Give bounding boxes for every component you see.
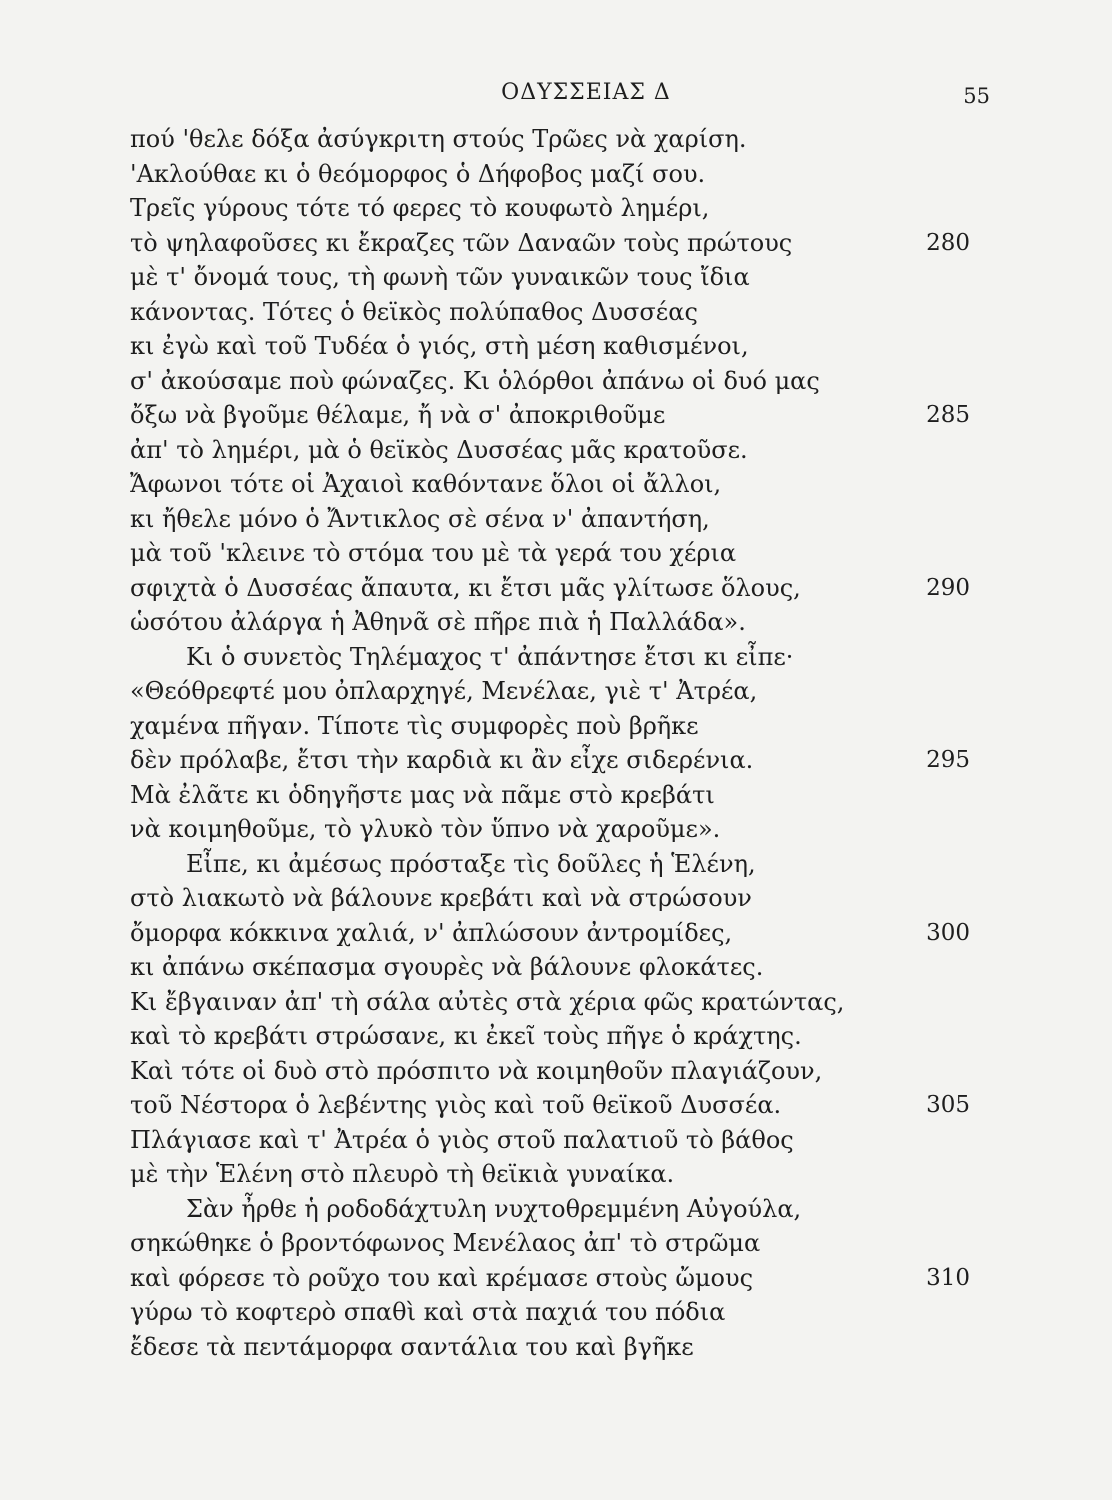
- verse-line: [130, 1261, 970, 1296]
- verse-line: [130, 1226, 970, 1261]
- verse-text: κι ἀπάνω σκέπασμα σγουρὲς νὰ βάλουνε φλοκάτες.: [130, 953, 764, 981]
- verse-line: [130, 950, 970, 985]
- verse-text: νὰ κοιμηθοῦμε, τὸ γλυκὸ τὸν ὕπνο νὰ χαροῦμε».: [130, 815, 721, 843]
- verse-text: μὰ τοῦ 'κλεινε τὸ στόμα του μὲ τὰ γερά του χέρια: [130, 539, 737, 567]
- line-number: 310: [926, 1264, 970, 1291]
- verse-line: [130, 812, 970, 847]
- verse-line: [130, 122, 970, 157]
- verse-text: κι ἤθελε μόνο ὁ Ἄντικλος σὲ σένα ν' ἀπαντήση,: [130, 504, 710, 533]
- verse-text: Μὰ ἐλᾶτε κι ὁδηγῆστε μας νὰ πᾶμε στὸ κρεβάτι: [130, 780, 715, 809]
- verse-line: [130, 985, 970, 1020]
- verse-text: ὄξω νὰ βγοῦμε θέλαμε, ἤ νὰ σ' ἀποκριθοῦμε: [130, 401, 666, 429]
- verse-line: [130, 1295, 970, 1330]
- line-number: 300: [926, 919, 970, 946]
- verse-line: [130, 329, 970, 364]
- verse-text: ἀπ' τὸ λημέρι, μὰ ὁ θεϊκὸς Δυσσέας μᾶς κρατοῦσε.: [130, 435, 748, 464]
- verse-text: Τρεῖς γύρους τότε τό φερες τὸ κουφωτὸ λημέρι,: [130, 194, 710, 222]
- verse-text: τοῦ Νέστορα ὁ λεβέντης γιὸς καὶ τοῦ θεϊκοῦ Δυσσέα.: [130, 1091, 782, 1119]
- verse-text: καὶ φόρεσε τὸ ροῦχο του καὶ κρέμασε στοὺς ὤμους: [130, 1263, 754, 1292]
- verse-line: [130, 157, 970, 192]
- verse-text: κάνοντας. Τότες ὁ θεϊκὸς πολύπαθος Δυσσέας: [130, 297, 698, 326]
- verse-text: Καὶ τότε οἱ δυὸ στὸ πρόσπιτο νὰ κοιμηθοῦν πλαγιάζουν,: [130, 1056, 823, 1085]
- verse-text: καὶ τὸ κρεβάτι στρώσανε, κι ἐκεῖ τοὺς πῆγε ὁ κράχτης.: [130, 1022, 802, 1050]
- verse-line: [130, 605, 970, 640]
- verse-text: δὲν πρόλαβε, ἔτσι τὴν καρδιὰ κι ἂν εἶχε σιδερένια.: [130, 746, 754, 774]
- verse-line: [130, 916, 970, 951]
- verse-line: [130, 1054, 970, 1089]
- verse-text: χαμένα πῆγαν. Τίποτε τὶς συμφορὲς ποὺ βρῆκε: [130, 711, 699, 740]
- verse-text: ὡσότου ἀλάργα ἡ Ἀθηνᾶ σὲ πῆρε πιὰ ἡ Παλλάδα».: [130, 608, 746, 636]
- verse-line: [130, 571, 970, 606]
- verse-line: [130, 1192, 970, 1227]
- verse-text: ὄμορφα κόκκινα χαλιά, ν' ἀπλώσουν ἀντρομίδες,: [130, 918, 733, 947]
- verse-text: Σὰν ἦρθε ἡ ροδοδάχτυλη νυχτοθρεμμένη Αὐγούλα,: [186, 1194, 802, 1223]
- verse-line: [130, 467, 970, 502]
- verse-text: σ' ἀκούσαμε ποὺ φώναζες. Κι ὁλόρθοι ἀπάνω οἱ δυό μας: [130, 366, 820, 395]
- verse-line: [130, 640, 970, 675]
- verse-line: [130, 191, 970, 226]
- poem-text: [130, 122, 970, 1364]
- verse-line: [130, 778, 970, 813]
- verse-line: [130, 1330, 970, 1365]
- verse-text: τὸ ψηλαφοῦσες κι ἔκραζες τῶν Δαναῶν τοὺς πρώτους: [130, 228, 793, 257]
- verse-text: Ἄφωνοι τότε οἱ Ἀχαιοὶ καθόντανε ὅλοι οἱ ἄλλοι,: [130, 470, 722, 498]
- verse-line: [130, 502, 970, 537]
- verse-text: μὲ τ' ὄνομά τους, τὴ φωνὴ τῶν γυναικῶν τους ἴδια: [130, 263, 750, 291]
- verse-line: [130, 364, 970, 399]
- running-head-title: ΟΔΥΣΣΕΙΑΣ Δ: [501, 80, 671, 105]
- verse-line: [130, 847, 970, 882]
- line-number: 305: [926, 1092, 970, 1118]
- verse-text: 'Ακλούθαε κι ὁ θεόμορφος ὁ Δήφοβος μαζί σου.: [130, 159, 706, 188]
- verse-line: [130, 881, 970, 916]
- verse-line: [130, 295, 970, 330]
- verse-text: σηκώθηκε ὁ βροντόφωνος Μενέλαος ἀπ' τὸ στρῶμα: [130, 1229, 761, 1257]
- verse-line: [130, 1019, 970, 1054]
- verse-text: σφιχτὰ ὁ Δυσσέας ἄπαυτα, κι ἔτσι μᾶς γλίτωσε ὅλους,: [130, 573, 801, 602]
- page-number: 55: [963, 84, 990, 108]
- verse-text: στὸ λιακωτὸ νὰ βάλουνε κρεβάτι καὶ νὰ στρώσουν: [130, 884, 752, 912]
- verse-text: γύρω τὸ κοφτερὸ σπαθὶ καὶ στὰ παχιά του πόδια: [130, 1298, 726, 1326]
- verse-line: [130, 1157, 970, 1192]
- line-number: 290: [926, 574, 970, 601]
- verse-line: [130, 536, 970, 571]
- verse-text: Πλάγιασε καὶ τ' Ἀτρέα ὁ γιὸς στοῦ παλατιοῦ τὸ βάθος: [130, 1125, 794, 1154]
- verse-line: [130, 674, 970, 709]
- verse-text: ἔδεσε τὰ πεντάμορφα σαντάλια του καὶ βγῆκε: [130, 1332, 694, 1361]
- verse-text: Κι ἔβγαιναν ἀπ' τὴ σάλα αὐτὲς στὰ χέρια φῶς κρατώντας,: [130, 987, 845, 1016]
- verse-text: Εἶπε, κι ἀμέσως πρόσταξε τὶς δοῦλες ἡ Ἑλένη,: [186, 849, 756, 878]
- line-number: 295: [926, 747, 970, 773]
- verse-text: κι ἐγὼ καὶ τοῦ Τυδέα ὁ γιός, στὴ μέση καθισμένοι,: [130, 332, 749, 360]
- verse-line: [130, 433, 970, 468]
- verse-line: [130, 743, 970, 778]
- verse-line: [130, 1088, 970, 1123]
- verse-text: μὲ τὴν Ἑλένη στὸ πλευρὸ τὴ θεϊκιὰ γυναίκα.: [130, 1160, 675, 1188]
- verse-line: [130, 709, 970, 744]
- verse-text: πού 'θελε δόξα ἀσύγκριτη στούς Τρῶες νὰ χαρίση.: [130, 125, 747, 153]
- line-number: 285: [926, 402, 970, 428]
- line-number: 280: [926, 229, 970, 256]
- verse-line: [130, 1123, 970, 1158]
- verse-text: Κι ὁ συνετὸς Τηλέμαχος τ' ἀπάντησε ἔτσι κι εἶπε·: [186, 642, 794, 671]
- verse-line: [130, 260, 970, 295]
- verse-line: [130, 398, 970, 433]
- verse-line: [130, 226, 970, 261]
- verse-text: «Θεόθρεφτέ μου ὀπλαρχηγέ, Μενέλαε, γιὲ τ' Ἀτρέα,: [130, 677, 758, 705]
